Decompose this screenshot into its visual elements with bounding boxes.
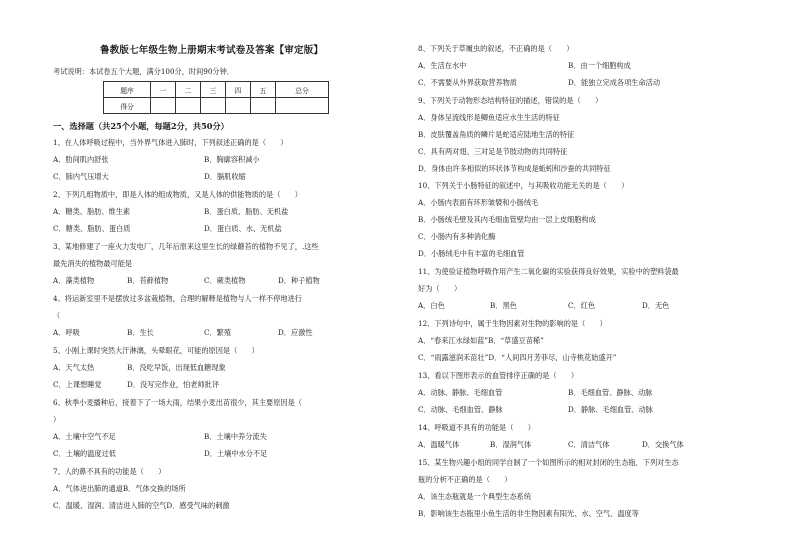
- question-text: 11、为使验证植物呼吸作用产生二氧化碳的实验获得良好效果，实验中的塑料袋最: [418, 267, 679, 276]
- answer-option: A．身体呈流线形是鲫鱼适应水生生活的特征: [418, 113, 560, 122]
- answer-option: A．小肠内表面有环形皱襞和小肠绒毛: [418, 198, 539, 207]
- answer-option: D．应激性: [278, 328, 313, 337]
- answer-option: C．具有两对翅、三对足是节肢动物的共同特征: [418, 147, 568, 156]
- question-text: 3、某地修建了一座火力发电厂，几年后原来这里生长的绿蘑苔的植物不见了，.这些: [53, 242, 319, 251]
- answer-option: C．“雨露滋润禾苗壮”D．“人间四月芳菲尽，山寺桃花始盛开”: [418, 353, 617, 362]
- answer-option: D．没写完作业，怕老师批评: [127, 380, 220, 389]
- answer-option: A．该生态瓶就是一个典型生态系统: [418, 492, 532, 501]
- answer-option: A．藻类植物: [53, 276, 95, 285]
- score-header-cell: 四: [226, 82, 251, 98]
- answer-option: B．黑色: [490, 301, 517, 310]
- question-text: 8、下列关于草履虫的叙述，不正确的是（ ）: [418, 44, 574, 53]
- answer-option: A．动脉、静脉、毛细血管: [418, 388, 503, 397]
- answer-option: D．蛋白质、水、无机盐: [204, 224, 282, 233]
- question-text: 10、下列关于小肠特征的叙述中，与其吸收功能无关的是（ ）: [418, 181, 629, 190]
- answer-option: A．白色: [418, 301, 445, 310]
- question-text: 13、看以下图形表示的血管排序正确的是（ ）: [418, 371, 579, 380]
- score-cell: [276, 98, 329, 114]
- question-text: 好为（ ）: [418, 284, 462, 293]
- question-text: 最先消失的植物最可能是: [53, 259, 133, 268]
- score-cell: [176, 98, 201, 114]
- score-row-label: 得分: [104, 98, 151, 114]
- question-text: ）: [53, 415, 61, 424]
- answer-option: D．种子植物: [278, 276, 320, 285]
- score-header-cell: 题序: [104, 82, 151, 98]
- score-header-cell: 三: [201, 82, 226, 98]
- answer-option: A．呼吸: [53, 328, 80, 337]
- question-text: 1、在人体呼吸过程中，当外界气体进入肺时，下列叙述正确的是（ ）: [53, 138, 288, 147]
- question-text: 15、某生物兴趣小组的同学自制了一个如图所示的相对封闭的生态瓶．下列对生态: [418, 458, 679, 467]
- score-table-score-row: [104, 98, 329, 114]
- answer-option: A．肋间肌内舒张: [53, 155, 109, 164]
- answer-option: A．“春来江水绿如蓝”B．“草盛豆苗稀”: [418, 336, 544, 345]
- answer-option: B．生长: [127, 328, 154, 337]
- answer-option: C．不需要从外界获取营养物质: [418, 78, 517, 87]
- answer-option: B．苔藓植物: [127, 276, 169, 285]
- answer-option: C．繁殖: [204, 328, 232, 337]
- answer-option: B．小肠绒毛壁及其内毛细血管壁均由一层上皮细胞构成: [418, 215, 596, 224]
- answer-option: C．动脉、毛细血管、静脉: [418, 405, 503, 414]
- question-text: （: [53, 311, 61, 320]
- answer-option: C．糖类、脂肪、蛋白质: [53, 224, 131, 233]
- question-text: 6、秋季小麦播种后，接着下了一场大雨，结果小麦出苗很少，其主要原因是（: [53, 398, 302, 407]
- answer-option: B．毛细血管、静脉、动脉: [568, 388, 653, 397]
- answer-option: C．小肠内有多种消化酶: [418, 232, 496, 241]
- answer-option: A．温暖气体: [418, 440, 460, 449]
- score-header-cell: 五: [251, 82, 276, 98]
- question-text: 7、人的鼻不具有的功能是（ ）: [53, 467, 166, 476]
- answer-option: A．气体进出肺的通道B．气体交换的场所: [53, 484, 186, 493]
- score-header-cell: 一: [151, 82, 176, 98]
- exam-title: 鲁教版七年级生物上册期末考试卷及答案【审定版】: [100, 45, 324, 56]
- answer-option: A．生活在水中: [418, 61, 467, 70]
- answer-option: A．天气太热: [53, 363, 95, 372]
- exam-instructions: 考试说明：本试卷五个大题，满分100分，时间90分钟．: [53, 67, 234, 76]
- answer-option: C．上课想睡觉: [53, 380, 102, 389]
- score-cell: [251, 98, 276, 114]
- question-text: 5、小刚上课时突然大汗淋漓，头晕眼花，可能的原因是（ ）: [53, 346, 259, 355]
- question-text: 12、下列诗句中，属于生物因素对生物的影响的是（ ）: [418, 319, 607, 328]
- score-table-header-row: [104, 82, 329, 98]
- answer-option: A．土壤中空气不足: [53, 432, 116, 441]
- answer-option: C．蕨类植物: [204, 276, 246, 285]
- question-text: 2、下列几组物质中，即是人体的组成物质，又是人体的供能物质的是（ ）: [53, 190, 302, 199]
- answer-option: B．由一个细胞构成: [568, 61, 631, 70]
- answer-option: C．肺内气压增大: [53, 172, 109, 181]
- score-cell: [201, 98, 226, 114]
- answer-option: D．无色: [642, 301, 670, 310]
- answer-option: D．交换气体: [642, 440, 684, 449]
- answer-option: B．影响该生态瓶里小鱼生活的非生物因素有阳光、水、空气、温度等: [418, 509, 639, 518]
- score-cell: [226, 98, 251, 114]
- answer-option: D．土壤中水分不足: [204, 449, 268, 458]
- question-text: 4、将运新室里不是摆放过多盆栽植物，合理的解释是植物与人一样不停地进行: [53, 294, 302, 303]
- answer-option: C．清洁气体: [568, 440, 610, 449]
- answer-option: D．膈肌收缩: [204, 172, 246, 181]
- score-table: [103, 81, 329, 114]
- question-text: 瓶的分析不正确的是（ ）: [418, 475, 512, 484]
- answer-option: C．红色: [568, 301, 596, 310]
- answer-option: B．胸廓容积减小: [204, 155, 260, 164]
- answer-option: B．皮肤覆盖角质的鳞片是蛇适应陆地生活的特征: [418, 130, 575, 139]
- score-header-cell: 总分: [276, 82, 329, 98]
- answer-option: D．能独立完成各项生命活动: [568, 78, 661, 87]
- answer-option: B．没吃早饭，出现低血糖现象: [127, 363, 226, 372]
- answer-option: A．糖类、脂肪、维生素: [53, 207, 131, 216]
- answer-option: D．身体由许多相似的环状体节构成是蚯蚓和沙蚕的共同特征: [418, 164, 611, 173]
- score-header-cell: 二: [176, 82, 201, 98]
- section-heading: 一、选择题（共25个小题，每题2分，共50分）: [53, 121, 229, 131]
- answer-option: D．静脉、毛细血管、动脉: [568, 405, 653, 414]
- score-cell: [151, 98, 176, 114]
- question-text: 14、呼吸道不具有的功能是（ ）: [418, 423, 535, 432]
- answer-option: D．小肠绒毛中有丰富的毛细血管: [418, 249, 525, 258]
- question-text: 9、下列关于动物形态结构特征的描述，错误的是（ ）: [418, 96, 603, 105]
- answer-option: B．湿润气体: [490, 440, 532, 449]
- answer-option: B．蛋白质、脂肪、无机盐: [204, 207, 289, 216]
- answer-option: B．土壤中养分流失: [204, 432, 267, 441]
- answer-option: C．土壤的温度过低: [53, 449, 117, 458]
- answer-option: C．温暖、湿润、清洁进入肺的空气D．感受气味的刺激: [53, 501, 230, 510]
